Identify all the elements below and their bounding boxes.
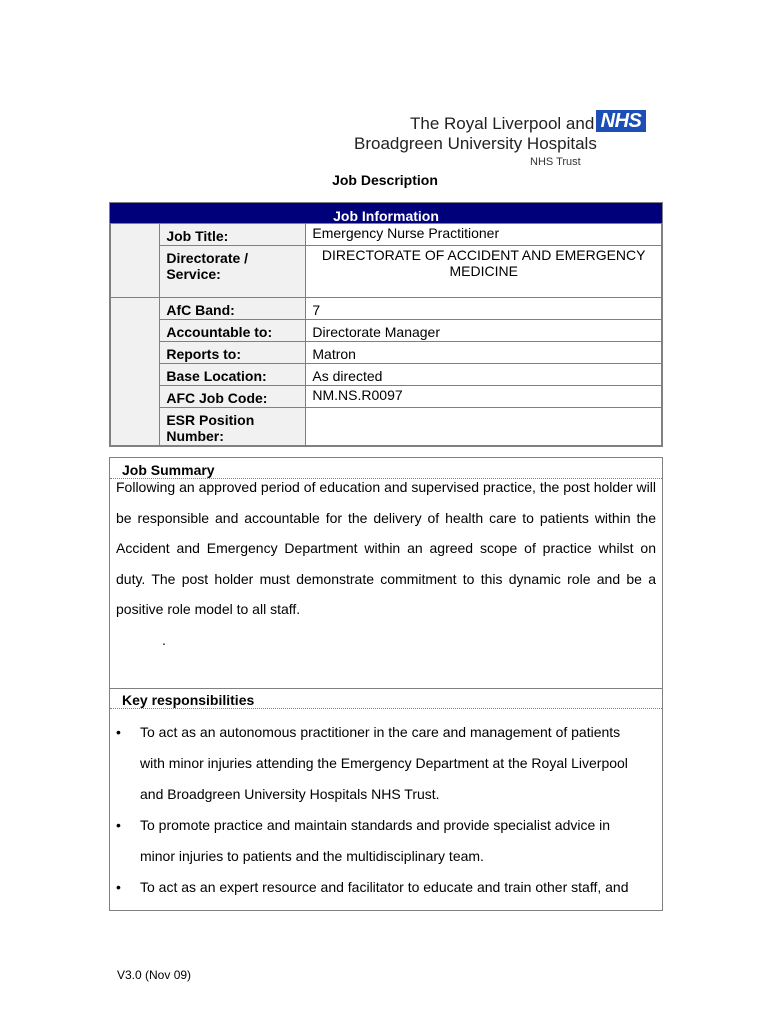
table-row [111,320,662,342]
table-row [111,386,662,408]
job-information-heading: Job Information [110,203,662,223]
table-row [111,364,662,386]
list-item-text: To act as an autonomous practitioner in the care and management of patients with minor injuries attending the Emergency Department at the Royal Liverpool and Broadgreen University Hospitals NHS Trust. [140,724,628,802]
job-summary-heading: Job Summary [122,462,215,478]
row-marker-cell [111,224,160,298]
org-trust-label: NHS Trust [530,156,581,168]
list-item-text: To promote practice and maintain standards and provide specialist advice in minor injuries to patients and the multidisciplinary team. [140,817,611,864]
bullet-icon: • [116,879,121,895]
job-summary-box [109,457,663,911]
afc-job-code-value: NM.NS.R0097 [306,386,662,408]
list-item [116,810,642,872]
base-location-label: Base Location: [160,364,306,386]
table-row [111,342,662,364]
trailing-mark: . [162,632,166,648]
document-title: Job Description [332,172,438,188]
list-item [116,717,642,810]
key-responsibilities-list [110,717,662,903]
row-marker-cell [111,298,160,446]
job-title-label: Job Title: [160,224,306,246]
bullet-icon: • [116,817,121,833]
key-responsibilities-section [110,688,662,903]
table-row [111,224,662,246]
afc-band-label: AfC Band: [160,298,306,320]
job-summary-text: Following an approved period of education and supervised practice, the post holder will be responsible and accountable for the delivery of health care to patients within the Accident and Emergency Department within an agreed scope of practice whilst on duty. The post holder must demonstrate commitment to this dynamic role and be a positive role model to all staff. [116,479,656,617]
org-name-line1: The Royal Liverpool and [410,114,595,133]
bullet-icon: • [116,724,121,740]
list-item [116,872,642,903]
org-name-line2: Broadgreen University Hospitals [354,134,597,153]
accountable-to-value: Directorate Manager [306,320,662,342]
divider [110,708,662,709]
accountable-to-label: Accountable to: [160,320,306,342]
table-row [111,408,662,446]
version-footer: V3.0 (Nov 09) [117,968,192,982]
list-item-text: To act as an expert resource and facilitator to educate and train other staff, and [140,879,629,895]
esr-position-value [306,408,662,446]
base-location-value: As directed [306,364,662,386]
directorate-value: DIRECTORATE OF ACCIDENT AND EMERGENCY MEDICINE [306,246,662,298]
nhs-logo: NHS [596,110,646,132]
esr-position-label: ESR Position Number: [160,408,306,446]
table-row [111,298,662,320]
job-title-value: Emergency Nurse Practitioner [306,224,662,246]
table-row [111,246,662,298]
reports-to-label: Reports to: [160,342,306,364]
job-information-table [109,202,663,447]
directorate-label: Directorate / Service: [160,246,306,298]
key-responsibilities-heading: Key responsibilities [122,692,255,708]
reports-to-value: Matron [306,342,662,364]
afc-job-code-label: AFC Job Code: [160,386,306,408]
afc-band-value: 7 [306,298,662,320]
